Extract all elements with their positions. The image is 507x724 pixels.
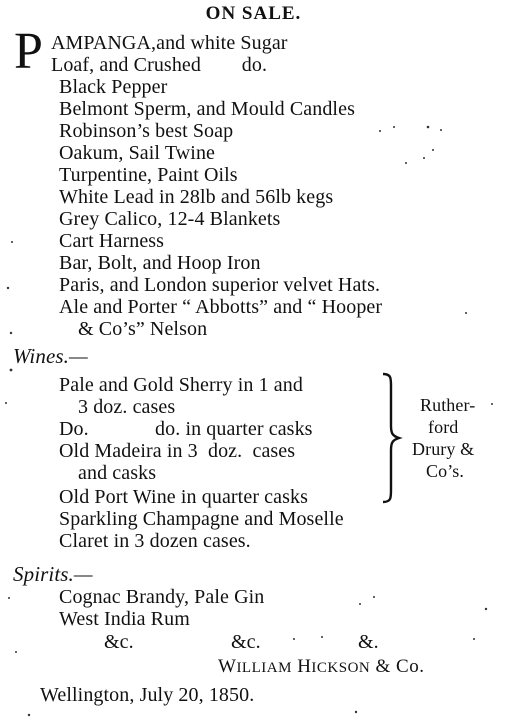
intro-line-2: Loaf, and Crushed do. [51, 54, 268, 76]
wine-item: Do. do. in quarter casks [59, 418, 313, 440]
wine-item: 3 doz. cases [78, 396, 176, 418]
goods-item: White Lead in 28lb and 56lb kegs [59, 186, 334, 208]
signature-name: ICKSON [311, 660, 371, 676]
agent-name: Drury & [412, 439, 475, 459]
goods-item: Black Pepper [59, 76, 168, 98]
goods-item: Bar, Bolt, and Hoop Iron [59, 252, 261, 274]
goods-item: Cart Harness [59, 230, 165, 252]
goods-item: Turpentine, Paint Oils [59, 164, 238, 186]
ad-title: ON SALE. [205, 3, 302, 24]
wine-item: Old Madeira in 3 doz. cases [59, 440, 296, 462]
signature-initial: H [297, 656, 312, 677]
goods-item: Grey Calico, 12-4 Blankets [59, 208, 281, 230]
agent-name: ford [428, 417, 459, 437]
intro-line-1: AMPANGA,and white Sugar [51, 32, 288, 54]
signature-name: ILLIAM [236, 660, 292, 676]
signature-initial: W [218, 656, 237, 677]
agent-name: Co’s. [426, 461, 465, 481]
goods-item: Belmont Sperm, and Mould Candles [59, 98, 355, 120]
goods-item: Ale and Porter “ Abbotts” and “ Hooper [59, 296, 383, 318]
goods-item: & Co’s” Nelson [78, 318, 208, 340]
etc-mark: &c. [231, 631, 261, 653]
goods-item: Paris, and London superior velvet Hats. [59, 274, 381, 296]
wine-item: Old Port Wine in quarter casks [59, 486, 308, 508]
goods-item: Oakum, Sail Twine [59, 142, 216, 164]
wine-item: Claret in 3 dozen cases. [59, 530, 251, 552]
wine-item: Sparkling Champagne and Moselle [59, 508, 344, 530]
spirit-item: West India Rum [59, 608, 190, 630]
drop-cap: P [14, 23, 43, 80]
agent-name: Ruther- [420, 395, 476, 415]
signature-suffix: & Co. [375, 656, 425, 677]
wines-heading: Wines.— [13, 344, 88, 368]
dateline: Wellington, July 20, 1850. [40, 684, 255, 706]
wine-item: and casks [78, 462, 157, 484]
wine-item: Pale and Gold Sherry in 1 and [59, 374, 303, 396]
etc-mark: &. [358, 631, 379, 653]
spirits-heading: Spirits.— [13, 562, 93, 586]
spirit-item: Cognac Brandy, Pale Gin [59, 586, 265, 608]
goods-item: Robinson’s best Soap [59, 120, 234, 142]
etc-mark: &c. [104, 631, 134, 653]
